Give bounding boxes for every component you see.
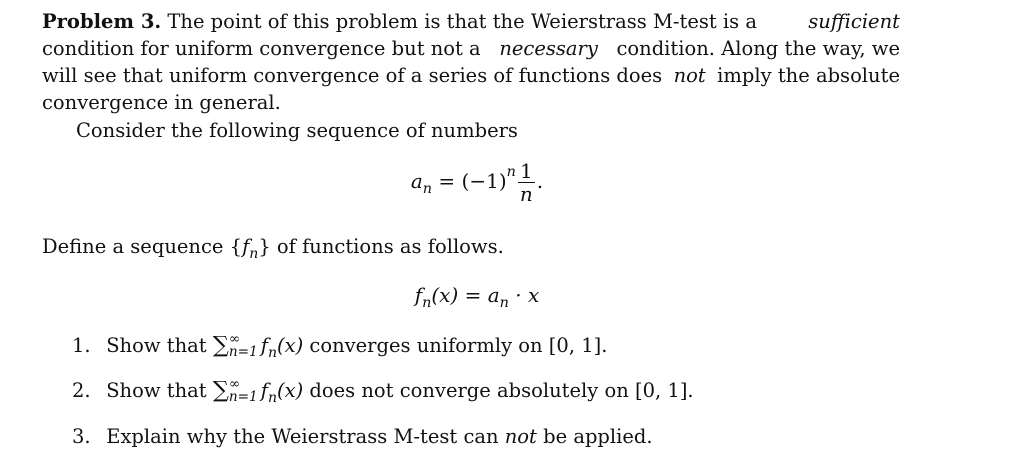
eq-power: n — [506, 164, 516, 181]
problem-label: Problem 3. — [42, 10, 162, 33]
equation-function — [42, 283, 912, 311]
intro-line-3-text-a: will see that uniform convergence of a series of functions does — [42, 64, 663, 87]
consider-paragraph — [76, 117, 518, 144]
item-2-pre: Show that — [106, 379, 207, 402]
intro-line-3 — [42, 62, 900, 89]
intro-line-2-text-a: condition for uniform convergence but not a — [42, 37, 481, 60]
item-2-arg: (x) — [276, 379, 304, 402]
intro-line-1 — [42, 8, 900, 35]
item-1-pre: Show that — [106, 334, 207, 357]
eqf-rest: · x — [508, 283, 540, 307]
document-page — [42, 0, 912, 474]
sum-upper: ∞ — [228, 330, 241, 347]
intro-line-2 — [42, 35, 900, 62]
item-3-pre: Explain why the Weierstrass M-test can — [106, 425, 499, 448]
eq-fraction — [518, 160, 535, 205]
list-item — [72, 423, 653, 450]
intro-line-2-text-b: condition. Along the way, we — [616, 37, 900, 60]
item-3-post: be applied. — [543, 425, 653, 448]
eq-frac-num: 1 — [518, 160, 535, 183]
sum-lower: n=1 — [228, 388, 258, 405]
sum-lower: n=1 — [228, 343, 258, 360]
define-f-sub: n — [249, 245, 259, 262]
intro-line-3-text-b: imply the absolute — [717, 64, 900, 87]
item-1-arg: (x) — [276, 334, 304, 357]
sum-limits — [228, 330, 258, 360]
define-post: } of functions as follows. — [258, 235, 504, 258]
eqf-a-sub: n — [499, 295, 509, 311]
sum-symbol: ∑ — [212, 332, 229, 358]
eqf-a: a — [487, 283, 500, 307]
list-item — [72, 377, 694, 412]
list-item — [72, 332, 607, 367]
item-2-f: f — [260, 379, 268, 402]
eqf-f: f — [414, 283, 423, 307]
item-2-post: does not converge absolutely on [0, 1]. — [309, 379, 694, 402]
equation-sequence — [42, 160, 912, 205]
item-3-number: 3. — [72, 425, 91, 448]
emphasis-sufficient: sufficient — [808, 10, 900, 33]
consider-text: Consider the following sequence of numbers — [76, 119, 518, 142]
eq-equals: = (−1) — [432, 169, 507, 193]
sum-symbol: ∑ — [212, 377, 229, 403]
emphasis-not: not — [673, 64, 706, 87]
sum-limits — [228, 375, 258, 405]
eq-a: a — [410, 169, 423, 193]
intro-line-1-text: The point of this problem is that the Weierstrass M-test is a — [167, 10, 757, 33]
eq-a-sub: n — [422, 181, 433, 197]
emphasis-necessary: necessary — [499, 37, 598, 60]
item-1-number: 1. — [72, 334, 91, 357]
item-1-post: converges uniformly on [0, 1]. — [309, 334, 608, 357]
item-1-f-sub: n — [267, 344, 277, 361]
define-f: f — [242, 235, 250, 258]
intro-line-4 — [42, 89, 281, 116]
intro-line-4-text: convergence in general. — [42, 91, 281, 114]
item-1-f: f — [260, 334, 268, 357]
sum-upper: ∞ — [228, 375, 241, 392]
eqf-arg: (x) = — [431, 283, 488, 307]
item-2-f-sub: n — [267, 389, 277, 406]
eq-frac-den: n — [519, 182, 533, 206]
define-pre: Define a sequence { — [42, 235, 243, 258]
emphasis-not-item3: not — [504, 425, 537, 448]
eq-period: . — [536, 169, 544, 193]
define-paragraph — [42, 233, 504, 268]
item-2-number: 2. — [72, 379, 91, 402]
eqf-f-sub: n — [422, 295, 432, 311]
